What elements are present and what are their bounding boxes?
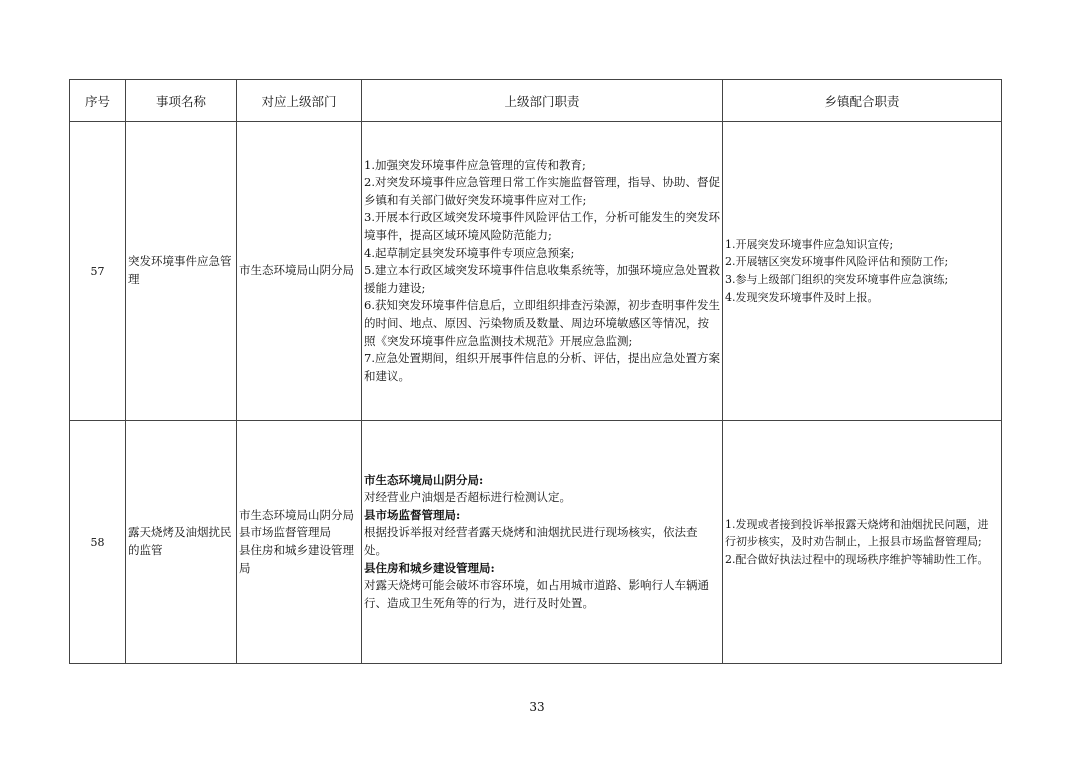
town-duty-line: 2.开展辖区突发环境事件风险评估和预防工作; bbox=[725, 255, 949, 269]
table-header-row bbox=[70, 80, 1002, 122]
row-town-duties bbox=[723, 421, 1002, 664]
row-department bbox=[237, 122, 362, 421]
town-duty-line: 2.配合做好执法过程中的现场秩序维护等辅助性工作。 bbox=[725, 552, 989, 566]
duty-section-text: 对经营业户油烟是否超标进行检测认定。 bbox=[364, 490, 571, 505]
department-line: 市生态环境局山阴分局 bbox=[239, 507, 354, 522]
duty-section-heading: 县市场监督管理局: bbox=[364, 507, 461, 522]
town-duty-line: 1.开展突发环境事件应急知识宣传; bbox=[725, 237, 894, 251]
town-duty-line: 4.发现突发环境事件及时上报。 bbox=[725, 290, 879, 304]
department-line: 县市场监督管理局 bbox=[239, 525, 331, 540]
table-row bbox=[70, 122, 1002, 421]
row-town-duties bbox=[723, 122, 1002, 421]
duty-line: 3.开展本行政区域突发环境事件风险评估工作，分析可能发生的突发环境事件，提高区域环境风险防范能力; bbox=[364, 210, 720, 243]
duty-table bbox=[69, 79, 1002, 664]
header-item-name: 事项名称 bbox=[126, 80, 237, 122]
header-town-duties: 乡镇配合职责 bbox=[723, 80, 1002, 122]
duty-line: 2.对突发环境事件应急管理日常工作实施监督管理，指导、协助、督促乡镇和有关部门做好突发环境事件应对工作; bbox=[364, 175, 720, 207]
department-line: 县住房和城乡建设管理局 bbox=[239, 543, 354, 575]
town-duty-line: 3.参与上级部门组织的突发环境事件应急演练; bbox=[725, 273, 949, 286]
header-superior-duties: 上级部门职责 bbox=[362, 80, 723, 122]
header-department: 对应上级部门 bbox=[237, 80, 362, 122]
department-line: 市生态环境局山阴分局 bbox=[239, 263, 354, 278]
table-row bbox=[70, 421, 1002, 664]
duty-line: 6.获知突发环境事件信息后，立即组织排查污染源，初步查明事件发生的时间、地点、原因、污染物质及数量、周边环境敏感区等情况，按照《突发环境事件应急监测技术规范》开展应急监测; bbox=[364, 298, 720, 348]
town-duty-line: 1.发现或者接到投诉举报露天烧烤和油烟扰民问题，进行初步核实，及时劝告制止，上报县市场监督管理局; bbox=[725, 517, 989, 549]
row-number: 57 bbox=[70, 122, 126, 421]
duty-line: 1.加强突发环境事件应急管理的宣传和教育; bbox=[364, 157, 586, 172]
duty-line: 4.起草制定县突发环境事件专项应急预案; bbox=[364, 245, 575, 260]
duty-line: 7.应急处置期间，组织开展事件信息的分析、评估，提出应急处置方案和建议。 bbox=[364, 351, 720, 383]
row-superior-duties bbox=[362, 421, 723, 664]
duty-line: 5.建立本行政区域突发环境事件信息收集系统等，加强环境应急处置救援能力建设; bbox=[364, 263, 720, 295]
row-superior-duties bbox=[362, 122, 723, 421]
header-number: 序号 bbox=[70, 80, 126, 122]
duty-section-text: 根据投诉举报对经营者露天烧烤和油烟扰民进行现场核实，依法查处。 bbox=[364, 525, 698, 557]
duty-section-text: 对露天烧烤可能会破坏市容环境，如占用城市道路、影响行人车辆通行、造成卫生死角等的行为，进行及时处置。 bbox=[364, 578, 709, 610]
duty-section-heading: 县住房和城乡建设管理局: bbox=[364, 560, 495, 575]
duty-section-heading: 市生态环境局山阴分局: bbox=[364, 472, 484, 487]
row-department bbox=[237, 421, 362, 664]
page-number: 33 bbox=[529, 700, 545, 714]
row-item-name: 突发环境事件应急管理 bbox=[126, 122, 237, 421]
row-number: 58 bbox=[70, 421, 126, 664]
row-item-name: 露天烧烤及油烟扰民的监管 bbox=[126, 421, 237, 664]
